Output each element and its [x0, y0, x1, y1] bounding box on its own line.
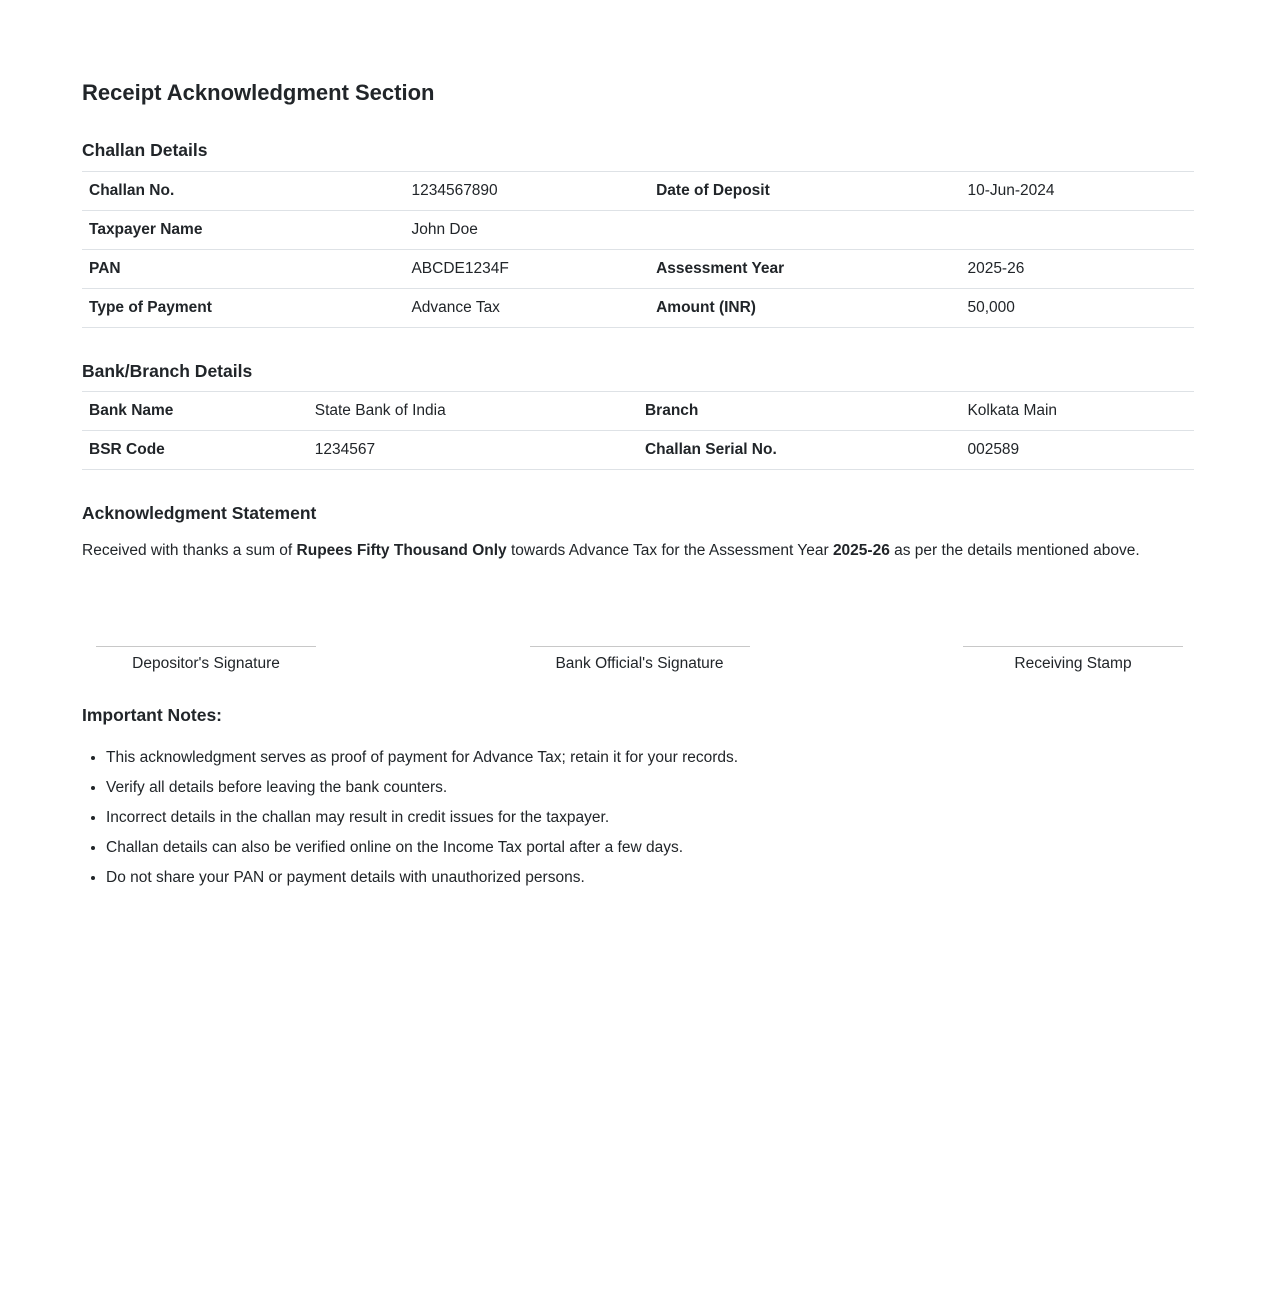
list-item: • This acknowledgment serves as proof of payment for Advance Tax; retain it for your records.	[106, 748, 1194, 767]
statement-text: towards Advance Tax for the Assessment Year	[506, 542, 833, 560]
bank-branch-table	[82, 391, 1194, 470]
field-value: 10-Jun-2024	[960, 172, 1194, 211]
table-row	[82, 211, 1194, 250]
list-item: • Verify all details before leaving the bank counters.	[106, 778, 1194, 797]
field-value: John Doe	[404, 211, 649, 250]
field-value: ABCDE1234F	[404, 250, 649, 289]
field-label: Assessment Year	[649, 250, 960, 289]
statement-text: Received with thanks a sum of	[82, 542, 297, 560]
challan-details-table	[82, 171, 1194, 328]
depositor-signature-block	[96, 646, 316, 673]
table-row	[82, 250, 1194, 289]
field-label: Bank Name	[82, 392, 308, 431]
field-value: 2025-26	[960, 250, 1194, 289]
table-row	[82, 431, 1194, 470]
signature-line	[530, 646, 750, 647]
field-label: Date of Deposit	[649, 172, 960, 211]
field-value: Advance Tax	[404, 289, 649, 328]
amount-in-words: Rupees Fifty Thousand Only	[296, 542, 507, 560]
depositor-signature-label: Depositor's Signature	[132, 655, 280, 673]
field-label: Type of Payment	[82, 289, 404, 328]
field-value: Kolkata Main	[960, 392, 1194, 431]
challan-details-heading: Challan Details	[82, 140, 208, 161]
signature-row	[82, 646, 1194, 673]
field-value	[960, 211, 1194, 250]
acknowledgment-statement	[82, 541, 1194, 560]
field-value: State Bank of India	[308, 392, 638, 431]
field-label	[649, 211, 960, 250]
signature-line	[963, 646, 1183, 647]
acknowledgment-heading: Acknowledgment Statement	[82, 503, 317, 524]
bank-branch-heading: Bank/Branch Details	[82, 361, 253, 382]
signature-line	[96, 646, 316, 647]
assessment-year-bold: 2025-26	[832, 542, 890, 560]
field-label: BSR Code	[82, 431, 308, 470]
field-value: 1234567890	[404, 172, 649, 211]
statement-text: as per the details mentioned above.	[889, 542, 1140, 560]
list-item: • Do not share your PAN or payment details with unauthorized persons.	[106, 868, 1194, 887]
important-notes-heading: Important Notes:	[82, 705, 222, 726]
field-value: 002589	[960, 431, 1194, 470]
important-notes-list	[82, 748, 1194, 887]
receiving-stamp-block	[963, 646, 1183, 673]
field-label: Challan Serial No.	[638, 431, 960, 470]
list-item: • Challan details can also be verified online on the Income Tax portal after a few days.	[106, 838, 1194, 857]
field-label: Taxpayer Name	[82, 211, 404, 250]
receiving-stamp-label: Receiving Stamp	[1014, 655, 1132, 673]
table-row	[82, 289, 1194, 328]
table-row	[82, 172, 1194, 211]
field-label: PAN	[82, 250, 404, 289]
field-label: Branch	[638, 392, 960, 431]
field-label: Challan No.	[82, 172, 404, 211]
field-value: 50,000	[960, 289, 1194, 328]
page-title: Receipt Acknowledgment Section	[82, 80, 435, 105]
table-row	[82, 392, 1194, 431]
field-label: Amount (INR)	[649, 289, 960, 328]
bank-official-signature-block	[530, 646, 750, 673]
field-value: 1234567	[308, 431, 638, 470]
bank-official-signature-label: Bank Official's Signature	[555, 655, 724, 673]
list-item: • Incorrect details in the challan may result in credit issues for the taxpayer.	[106, 808, 1194, 827]
